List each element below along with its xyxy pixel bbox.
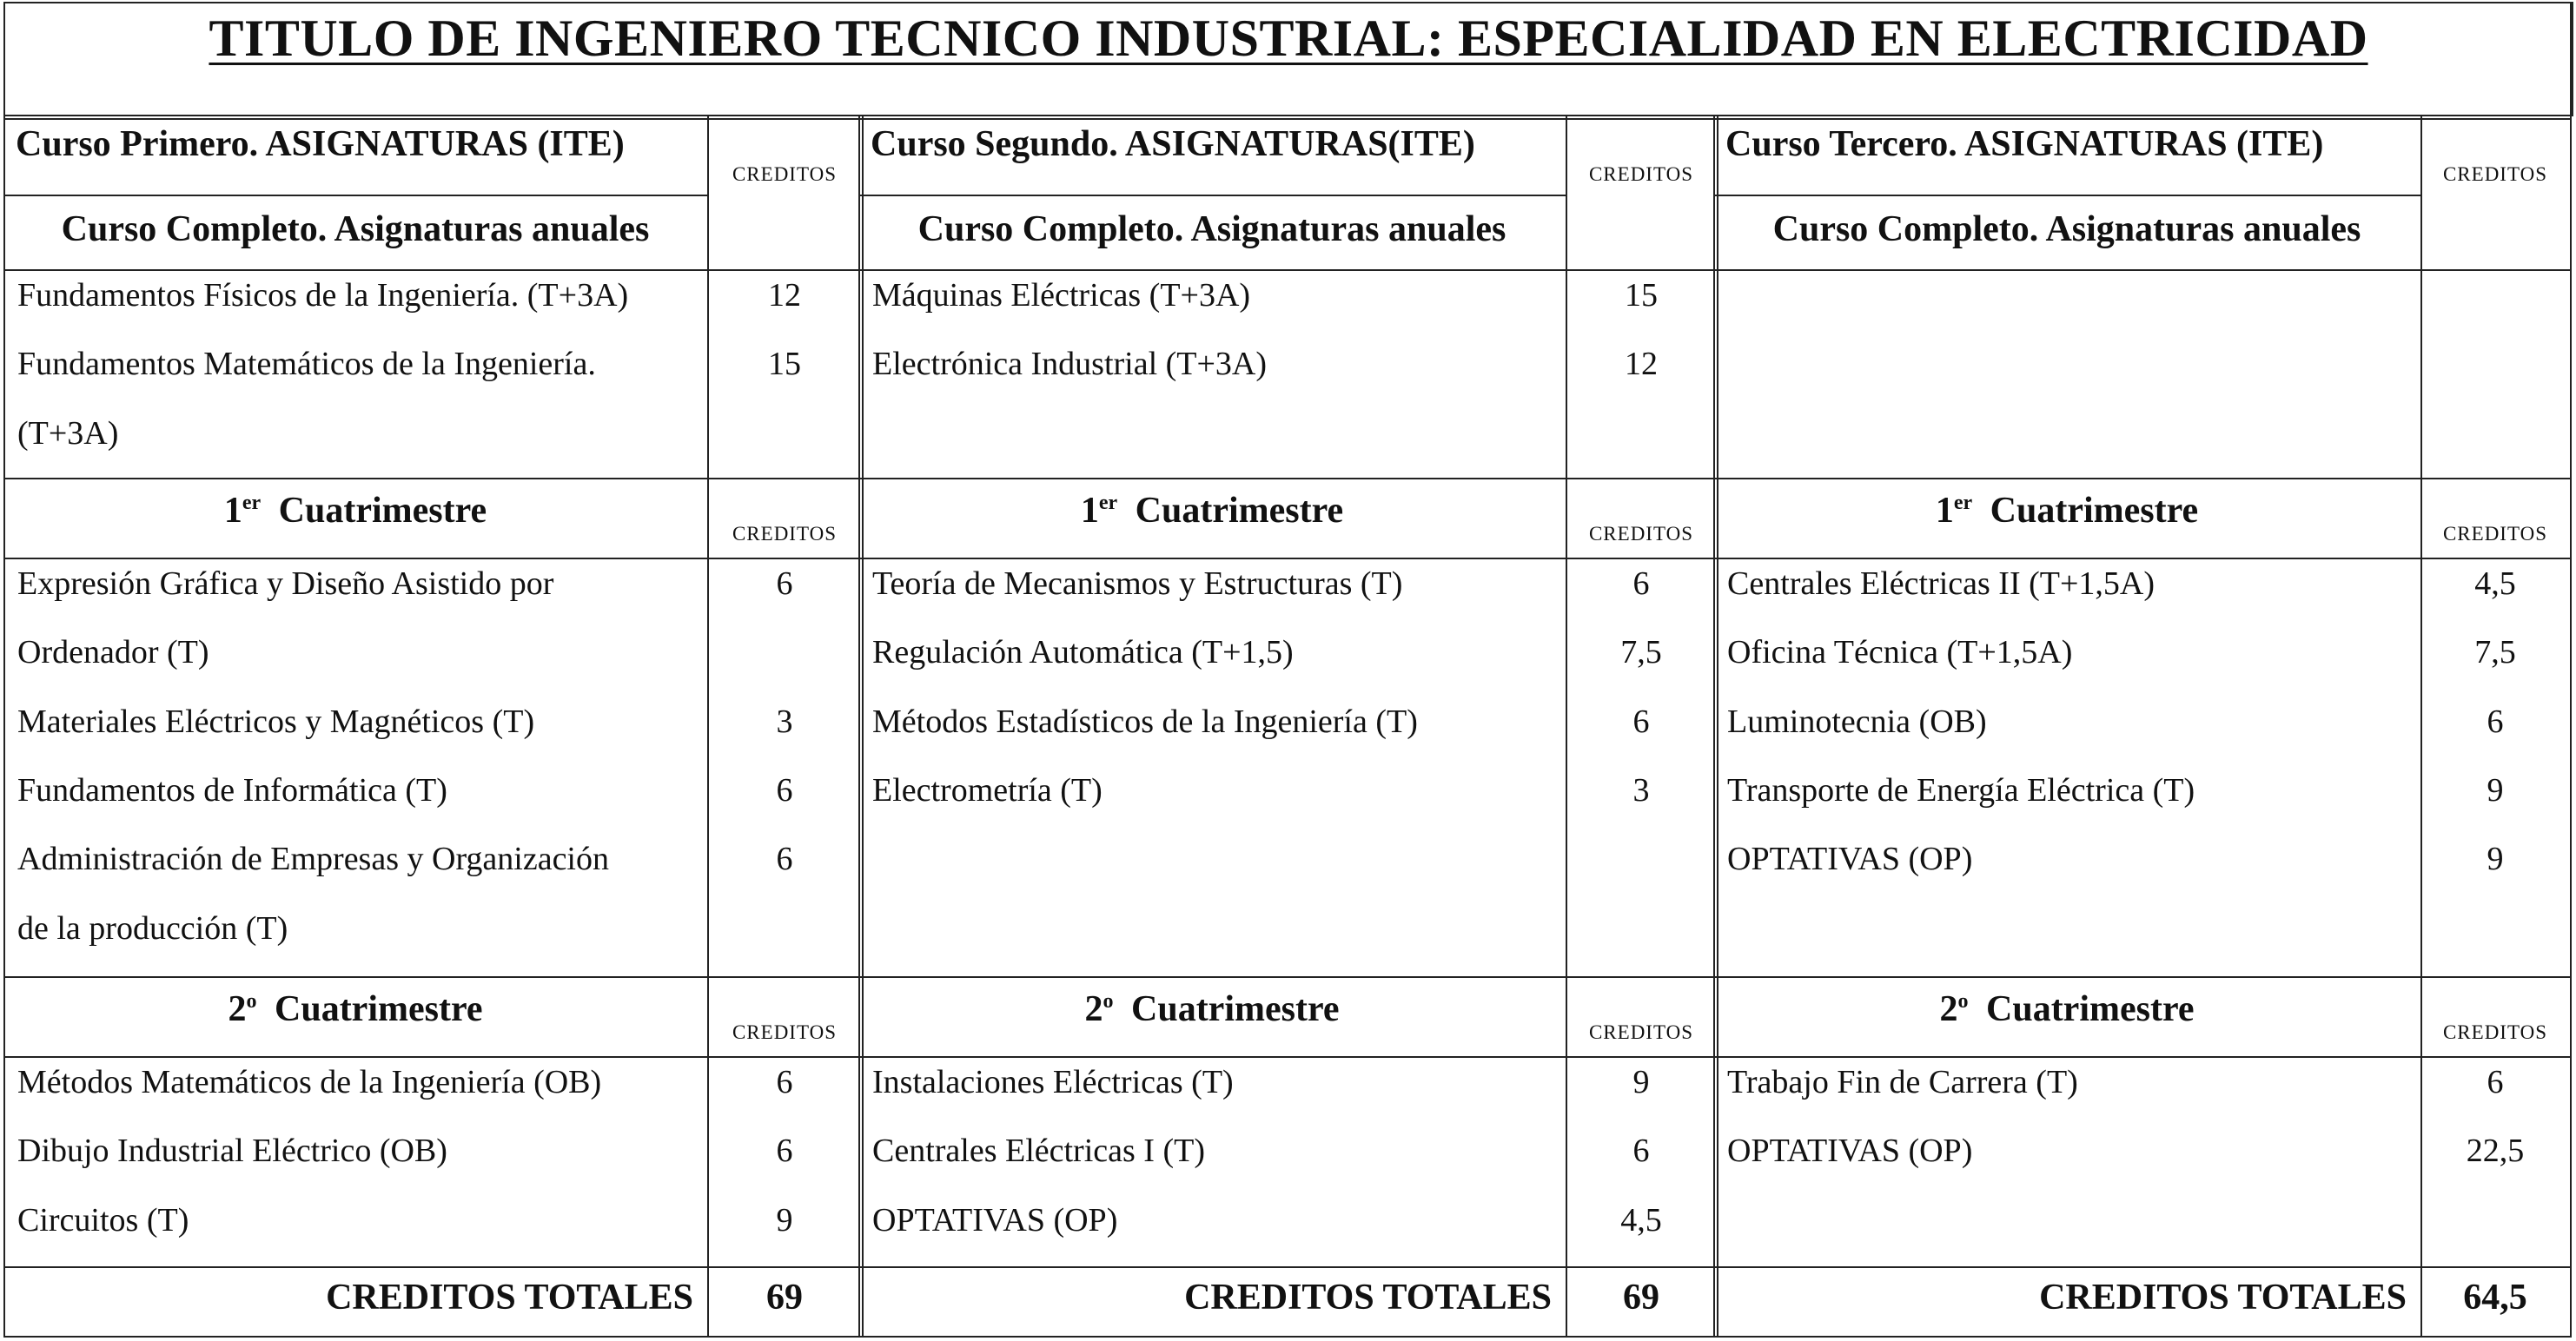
subject-credits: 15: [768, 346, 801, 383]
subject-name: Ordenador (T): [17, 634, 209, 671]
subject-name: OPTATIVAS (OP): [1727, 841, 1973, 878]
semester-word: Cuatrimestre: [1126, 491, 1344, 531]
subject-credits: 6: [776, 1133, 793, 1170]
year-divider: [1717, 115, 1718, 1336]
credits-column-header: CREDITOS: [1588, 163, 1694, 185]
row-divider: [3, 976, 864, 978]
subject-credits: 4,5: [1620, 1201, 1662, 1239]
subject-credits: 9: [776, 1201, 793, 1239]
subject-name: Fundamentos Físicos de la Ingeniería. (T+3A): [17, 277, 629, 314]
semester-word: Cuatrimestre: [1977, 989, 2195, 1029]
subject-credits: 12: [1625, 346, 1658, 383]
row-divider: [1713, 558, 2572, 559]
semester-ordinal: er: [242, 492, 262, 514]
credits-column-header: CREDITOS: [1588, 523, 1694, 545]
credits-column-header: CREDITOS: [732, 1021, 838, 1043]
totals-label: CREDITOS TOTALES: [1184, 1278, 1552, 1318]
annual-subheader: Curso Completo. Asignaturas anuales: [1772, 209, 2361, 249]
subject-name: Regulación Automática (T+1,5): [872, 634, 1294, 671]
first-semester-header: [3, 492, 707, 530]
subject-name: Circuitos (T): [17, 1201, 189, 1239]
subject-credits: 15: [1625, 277, 1658, 314]
year-header: Curso Primero. ASIGNATURAS (ITE): [16, 124, 625, 164]
year-divider: [3, 115, 5, 1336]
subject-credits: 6: [776, 841, 793, 878]
subject-name: Métodos Matemáticos de la Ingeniería (OB): [17, 1064, 602, 1100]
semester-number: 1: [1080, 491, 1099, 531]
row-divider: [3, 269, 864, 271]
semester-number: 1: [223, 491, 242, 531]
annual-subheader: Curso Completo. Asignaturas anuales: [917, 209, 1507, 249]
subject-name: Teoría de Mecanismos y Estructuras (T): [872, 565, 1403, 602]
semester-number: 2: [1939, 989, 1958, 1029]
row-divider: [3, 1266, 864, 1268]
subject-credits: 6: [776, 1064, 793, 1100]
totals-value: 69: [1623, 1278, 1659, 1318]
totals-value: 69: [766, 1278, 803, 1318]
row-divider: [3, 1056, 864, 1058]
subject-name: (T+3A): [17, 414, 119, 452]
table-top-border: [3, 115, 2572, 116]
row-divider: [858, 976, 1718, 978]
subject-name: Materiales Eléctricos y Magnéticos (T): [17, 703, 535, 740]
totals-label: CREDITOS TOTALES: [326, 1278, 693, 1318]
document-title: TITULO DE INGENIERO TECNICO INDUSTRIAL: ESPECIALIDAD EN ELECTRICIDAD: [209, 10, 2368, 67]
subheader-divider: [1713, 195, 2420, 196]
credits-column-header: CREDITOS: [2442, 163, 2548, 185]
row-divider: [3, 558, 864, 559]
semester-word: Cuatrimestre: [265, 989, 483, 1029]
row-divider: [1713, 269, 2572, 271]
subject-credits: 7,5: [1620, 634, 1662, 671]
semester-ordinal: o: [1103, 990, 1114, 1013]
table-bottom-border: [3, 1336, 2572, 1338]
subject-name: Electrónica Industrial (T+3A): [872, 346, 1268, 383]
subject-name: Máquinas Eléctricas (T+3A): [872, 277, 1251, 314]
subject-credits: 4,5: [2474, 565, 2516, 602]
credits-column-header: CREDITOS: [1588, 1021, 1694, 1043]
subject-credits: 6: [1632, 565, 1650, 602]
semester-word: Cuatrimestre: [1122, 989, 1340, 1029]
annual-subheader: Curso Completo. Asignaturas anuales: [61, 209, 650, 249]
semester-number: 2: [1084, 989, 1103, 1029]
second-semester-header: [3, 990, 707, 1028]
totals-value: 64,5: [2463, 1278, 2527, 1318]
first-semester-header: [858, 492, 1566, 530]
subject-name: Centrales Eléctricas I (T): [872, 1133, 1205, 1170]
semester-ordinal: er: [1953, 492, 1973, 514]
row-divider: [858, 478, 1718, 479]
subject-credits: 6: [2487, 1064, 2504, 1100]
semester-ordinal: o: [1957, 990, 1969, 1013]
credits-column-header: CREDITOS: [2442, 523, 2548, 545]
subject-name: Centrales Eléctricas II (T+1,5A): [1727, 565, 2155, 602]
semester-ordinal: er: [1098, 492, 1118, 514]
year-header: Curso Tercero. ASIGNATURAS (ITE): [1725, 124, 2324, 164]
subject-name: Instalaciones Eléctricas (T): [872, 1064, 1234, 1100]
subheader-divider: [3, 195, 707, 196]
subject-name: Expresión Gráfica y Diseño Asistido por: [17, 565, 554, 602]
subject-credits: 7,5: [2474, 634, 2516, 671]
second-semester-header: [1713, 990, 2420, 1028]
subject-name: Métodos Estadísticos de la Ingeniería (T): [872, 703, 1418, 740]
credits-column-header: CREDITOS: [732, 163, 838, 185]
subject-credits: 22,5: [2466, 1133, 2525, 1170]
subject-credits: 3: [776, 703, 793, 740]
subject-name: Trabajo Fin de Carrera (T): [1727, 1064, 2078, 1100]
subject-name: Transporte de Energía Eléctrica (T): [1727, 771, 2195, 809]
row-divider: [858, 558, 1718, 559]
semester-number: 2: [228, 989, 247, 1029]
credits-column-header: CREDITOS: [732, 523, 838, 545]
semester-number: 1: [1935, 491, 1954, 531]
subject-credits: 6: [776, 565, 793, 602]
subject-name: Luminotecnia (OB): [1727, 703, 1987, 740]
semester-word: Cuatrimestre: [1981, 491, 2199, 531]
subject-name: Fundamentos Matemáticos de la Ingeniería.: [17, 346, 596, 383]
year-divider: [2570, 115, 2572, 1336]
subject-name: Electrometría (T): [872, 771, 1103, 809]
subject-name: Dibujo Industrial Eléctrico (OB): [17, 1133, 447, 1170]
subject-name: OPTATIVAS (OP): [1727, 1133, 1973, 1170]
subject-name: de la producción (T): [17, 909, 288, 947]
subject-credits: 6: [2487, 703, 2504, 740]
subject-credits: 12: [768, 277, 801, 314]
totals-label: CREDITOS TOTALES: [2039, 1278, 2407, 1318]
row-divider: [858, 269, 1718, 271]
year-divider: [862, 115, 864, 1336]
row-divider: [1713, 976, 2572, 978]
row-divider: [1713, 118, 2572, 120]
row-divider: [858, 1266, 1718, 1268]
subject-credits: 3: [1632, 771, 1650, 809]
subject-name: Fundamentos de Informática (T): [17, 771, 447, 809]
first-semester-header: [1713, 492, 2420, 530]
year-divider: [1713, 115, 1715, 1336]
row-divider: [1713, 478, 2572, 479]
subject-credits: 6: [1632, 703, 1650, 740]
subject-credits: 9: [1632, 1064, 1650, 1100]
credits-column-header: CREDITOS: [2442, 1021, 2548, 1043]
subject-name: OPTATIVAS (OP): [872, 1201, 1118, 1239]
row-divider: [1713, 1266, 2572, 1268]
second-semester-header: [858, 990, 1566, 1028]
row-divider: [858, 1056, 1718, 1058]
row-divider: [1713, 1056, 2572, 1058]
subject-credits: 9: [2487, 771, 2504, 809]
subject-name: Administración de Empresas y Organización: [17, 841, 609, 878]
curriculum-sheet: [3, 2, 2573, 1338]
subject-credits: 6: [776, 771, 793, 809]
row-divider: [3, 118, 864, 120]
year-header: Curso Segundo. ASIGNATURAS(ITE): [871, 124, 1475, 164]
subject-name: Oficina Técnica (T+1,5A): [1727, 634, 2073, 671]
subheader-divider: [858, 195, 1566, 196]
subject-credits: 6: [1632, 1133, 1650, 1170]
row-divider: [858, 118, 1718, 120]
semester-ordinal: o: [246, 990, 257, 1013]
subject-credits: 9: [2487, 841, 2504, 878]
row-divider: [3, 478, 864, 479]
title-box: [3, 2, 2573, 116]
year-divider: [858, 115, 860, 1336]
semester-word: Cuatrimestre: [269, 491, 487, 531]
